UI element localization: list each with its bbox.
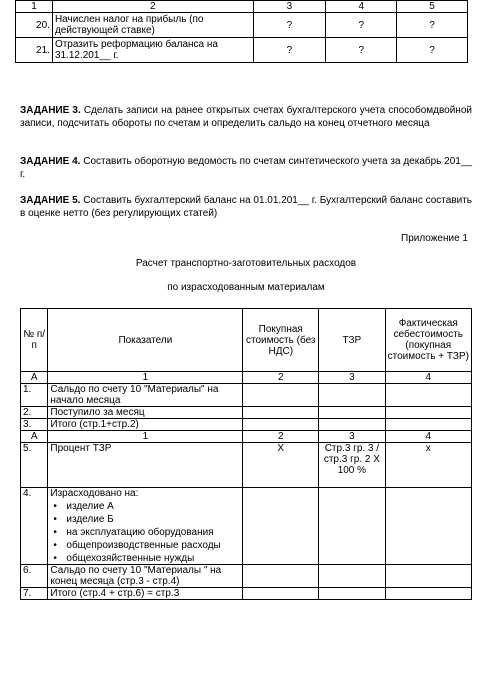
list-item: • изделие Б [66,514,240,525]
row-text: Сальдо по счету 10 "Материалы " на конец месяца (стр.3 - стр.4) [48,565,243,588]
row-text: Сальдо по счету 10 "Материалы" на начало месяца [48,384,243,407]
task-label: ЗАДАНИЕ 4. [20,156,81,167]
table-row [21,419,472,431]
row-number: 5. [21,443,48,488]
header-cell: 5 [397,1,468,13]
index-row [21,372,472,384]
cell-value: ? [397,38,468,63]
row-text: Итого (стр.4 + стр.6) = стр.3 [48,588,243,600]
task-3 [20,104,472,130]
header-tzr: ТЗР [319,309,385,372]
list-item: • общехозяйственные нужды [66,553,240,564]
main-table [20,308,472,600]
table-title: Расчет транспортно-заготовительных расходов [135,258,357,269]
list-item: • общепроизводственные расходы [66,540,240,551]
index-cell: 4 [385,431,471,443]
index-cell: 2 [243,431,319,443]
task-label: ЗАДАНИЕ 5. [20,195,81,206]
table-row [21,565,472,588]
task-text: Составить оборотную ведомость по счетам синтетического учета за декабрь 201__ г. [20,156,472,180]
row-text: Израсходовано на: [50,488,139,499]
header-purchase: Покупная стоимость (без НДС) [243,309,319,372]
row-number: 3. [21,419,48,431]
top-table [15,0,468,63]
row-text: Процент ТЗР [48,443,243,488]
index-cell: 1 [48,431,243,443]
list-item: • изделие А [66,501,240,512]
task-5 [20,194,472,220]
cell-value: ? [326,38,397,63]
header-cell: 1 [16,1,53,13]
header-cell: 2 [52,1,253,13]
table-row [16,38,468,63]
cell-value: ? [397,13,468,38]
table-row [21,443,472,488]
row-number: 6. [21,565,48,588]
index-cell: А [21,372,48,384]
index-cell: 4 [385,372,471,384]
row-number: 21. [16,38,53,63]
appendix-label: Приложение 1 [401,233,468,244]
row-text: Начислен налог на прибыль (по действующей ставке) [52,13,253,38]
row-number: 20. [16,13,53,38]
row-number: 4. [21,488,48,565]
cell-value: ? [253,38,326,63]
header-actual: Фактическая себестоимость (покупная стоимость + ТЗР) [385,309,471,372]
row-text: Отразить реформацию баланса на 31.12.201__ г. [52,38,253,63]
table-row [21,588,472,600]
header-num: № п/п [21,309,48,372]
index-row [21,431,472,443]
index-cell: 1 [48,372,243,384]
row-text-with-list [48,488,243,565]
cell-value: ? [253,13,326,38]
table-row [21,384,472,407]
index-cell: 3 [319,431,385,443]
cell-value: Х [243,443,319,488]
index-cell: А [21,431,48,443]
list-item: • на эксплуатацию оборудования [66,527,240,538]
cell-value: Стр.3 гр. 3 /стр.3 гр. 2 Х 100 % [319,443,385,488]
consumption-list [50,501,240,564]
table-row [16,13,468,38]
table-row [21,407,472,419]
cell-value: ? [326,13,397,38]
table-row [21,488,472,565]
row-number: 2. [21,407,48,419]
main-table-header-row [21,309,472,372]
task-label: ЗАДАНИЕ 3. [20,105,81,116]
task-4 [20,155,472,181]
header-indicator: Показатели [48,309,243,372]
row-number: 1. [21,384,48,407]
index-cell: 3 [319,372,385,384]
row-text: Поступило за месяц [48,407,243,419]
header-cell: 3 [253,1,326,13]
top-table-header-row [16,1,468,13]
index-cell: 2 [243,372,319,384]
table-subtitle: по израсходованным материалам [167,282,325,293]
row-text: Итого (стр.1+стр.2) [48,419,243,431]
header-cell: 4 [326,1,397,13]
task-text: Сделать записи на ранее открытых счетах бухгалтерского учета способомдвойной записи, подсчитать обороты по счетам и определить сальдо на конец отчетного месяца [20,105,472,129]
task-text: Составить бухгалтерский баланс на 01.01.201__ г. Бухгалтерский баланс составить в оценке нетто (без регулирующих статей) [20,195,473,219]
cell-value: х [385,443,471,488]
row-number: 7. [21,588,48,600]
